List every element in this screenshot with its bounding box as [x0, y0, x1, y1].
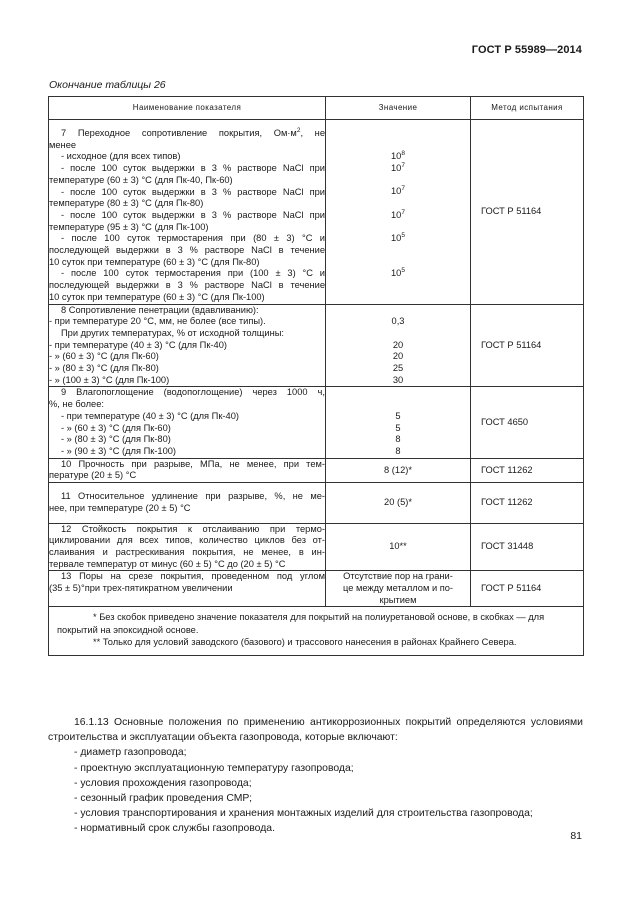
- line: - » (60 ± 3) °С (для Пк-60): [61, 422, 171, 433]
- line: 9 Влагопоглощение (водопоглощение) через 1000 ч,: [61, 387, 325, 398]
- line: (35 ± 5)°при трех-пятикратном увеличении: [49, 583, 233, 594]
- line: - после 100 суток выдержки в 3 % растворе NaCl при: [61, 163, 325, 174]
- table-row: [49, 304, 584, 387]
- line: крытием: [379, 594, 417, 605]
- row-12-value: 10**: [326, 523, 471, 571]
- line: - после 100 суток термостарения при (100 ± 3) °С и: [61, 268, 325, 279]
- column-header-value: Значение: [326, 97, 471, 120]
- line: 10 Прочность при разрыве, МПа, не менее, при тем-: [61, 458, 325, 469]
- line: 13 Поры на срезе покрытия, проведенном под углом: [61, 571, 325, 582]
- row-13-name: [49, 571, 326, 607]
- line: пературе (20 ± 5) °С: [49, 470, 137, 481]
- table-notes-row: [49, 607, 584, 656]
- value: [326, 198, 470, 210]
- row-7-method: ГОСТ Р 51164: [471, 120, 584, 305]
- row-13-value: [326, 571, 471, 607]
- list-item: - нормативный срок службы газопровода.: [74, 823, 275, 835]
- value: [326, 175, 470, 187]
- line: слаивания и растрескивания покрытия, не менее, в ин-: [49, 546, 325, 557]
- table-caption: Окончание таблицы 26: [49, 79, 166, 91]
- value: $10^5$: [391, 267, 405, 279]
- line: 10 суток при температуре (60 ± 3) °С (для Пк-100): [49, 291, 265, 302]
- value: [326, 292, 470, 304]
- value: [326, 387, 470, 399]
- line: %, не более:: [49, 399, 104, 410]
- list-item: - условия прохождения газопровода;: [74, 777, 252, 789]
- line: - при температуре (40 ± 3) °С (для Пк-40): [61, 410, 239, 421]
- line: - » (100 ± 3) °С (для Пк-100): [49, 374, 170, 385]
- row-10-value: 8 (12)*: [326, 458, 471, 482]
- paragraph-line: строительства и эксплуатации объекта газопровода, которые включают:: [48, 732, 398, 744]
- row-12-method: ГОСТ 31448: [471, 523, 584, 571]
- list-item: - сезонный график проведения СМР;: [74, 793, 252, 805]
- table-row: [49, 387, 584, 458]
- line: Отсутствие пор на грани-: [343, 571, 453, 582]
- table-notes: [49, 607, 584, 656]
- note-line: покрытий на эпоксидной основе.: [57, 624, 199, 635]
- value: [326, 280, 470, 292]
- line: - исходное (для всех типов): [61, 151, 181, 162]
- line: - после 100 суток выдержки в 3 % растворе NaCl при: [61, 209, 325, 220]
- value: 8: [395, 434, 401, 445]
- line: 12 Стойкость покрытия к отслаиванию при термо-: [61, 523, 325, 534]
- row-13-method: ГОСТ Р 51164: [471, 571, 584, 607]
- line: - » (80 ± 3) °С (для Пк-80): [61, 434, 171, 445]
- standard-number: ГОСТ Р 55989—2014: [471, 44, 582, 56]
- value: [326, 245, 470, 257]
- row-9-name: [49, 387, 326, 458]
- paragraph-line: 16.1.13 Основные положения по применению антикоррозионных покрытий определяются условиями: [74, 717, 583, 728]
- column-header-method: Метод испытания: [471, 97, 584, 120]
- row-11-value: 20 (5)*: [326, 483, 471, 523]
- row-8-name: [49, 304, 326, 387]
- row-11-name: [49, 483, 326, 523]
- value: 5: [395, 410, 401, 421]
- value: [326, 140, 470, 152]
- line: температуре (80 ± 3) °С (для Пк-80): [49, 198, 204, 209]
- line: При других температурах, % от исходной толщины:: [61, 327, 285, 338]
- note-line: ** Только для условий заводского (базового) и трассового нанесения в районах Крайнего Севера.: [93, 637, 517, 648]
- line: - при температуре 20 °С, мм, не более (все типы).: [49, 316, 266, 327]
- value: $10^5$: [391, 232, 405, 244]
- paragraph: [48, 715, 583, 730]
- value: [326, 222, 470, 234]
- value: 20: [392, 339, 404, 350]
- body-text: [48, 715, 583, 837]
- line: - при температуре (40 ± 3) °С (для Пк-40): [49, 339, 227, 350]
- line: 10 суток при температуре (60 ± 3) °С (для Пк-80): [49, 256, 260, 267]
- line: 11 Относительное удлинение при разрыве, %, не ме-: [61, 491, 325, 502]
- page-number: 81: [570, 830, 582, 842]
- line: циклировании для всех типов, количество циклов без от-: [49, 535, 325, 546]
- table-row: [49, 523, 584, 571]
- row-8-method: ГОСТ Р 51164: [471, 304, 584, 387]
- row-12-name: [49, 523, 326, 571]
- value: [326, 305, 470, 317]
- value: [326, 257, 470, 269]
- line: - после 100 суток термостарения при (80 ± 3) °С и: [61, 233, 325, 244]
- value: $10^8$: [391, 150, 405, 162]
- line: - » (90 ± 3) °С (для Пк-100): [61, 445, 177, 456]
- value: 20: [392, 351, 404, 362]
- row-7-values: [326, 120, 471, 305]
- line: 8 Сопротивление пенетрации (вдавливанию):: [61, 304, 259, 315]
- value: $10^7$: [391, 185, 405, 197]
- row-9-method: ГОСТ 4650: [471, 387, 584, 458]
- line: - » (80 ± 3) °С (для Пк-80): [49, 363, 159, 374]
- table-row: [49, 120, 584, 305]
- table-header-row: [49, 97, 584, 120]
- line: температуре (60 ± 3) °С (для Пк-40, Пк-60): [49, 174, 233, 185]
- value: 8: [395, 445, 401, 456]
- list-item: - проектную эксплуатационную температуру газопровода;: [74, 762, 354, 774]
- value: 25: [392, 362, 404, 373]
- properties-table: [48, 96, 584, 656]
- line: менее: [49, 139, 77, 150]
- line: тервале температур от минус (60 ± 5) °С до (20 ± 5) °С: [49, 558, 286, 569]
- note-line: * Без скобок приведено значение показателя для покрытий на полиуретановой основе, в скобках — для: [93, 612, 545, 623]
- value: $10^7$: [391, 208, 405, 220]
- list-item: - диаметр газопровода;: [74, 747, 187, 759]
- table-row: [49, 458, 584, 482]
- value: [326, 399, 470, 411]
- list-item: - условия транспортирования и хранения монтажных изделий для строительства газопровода;: [74, 808, 533, 820]
- row-9-values: [326, 387, 471, 458]
- value: [326, 128, 470, 140]
- value: 0,3: [391, 316, 405, 327]
- row-10-name: [49, 458, 326, 482]
- table-row: [49, 571, 584, 607]
- row-11-method: ГОСТ 11262: [471, 483, 584, 523]
- value: $10^7$: [391, 162, 405, 174]
- row-8-values: [326, 304, 471, 387]
- value: [326, 328, 470, 340]
- line: 7 Переходное сопротивление покрытия, $Ом\cdot м^2$, не: [61, 127, 325, 138]
- line: нее, при температуре (20 ± 5) °С: [49, 502, 191, 513]
- line: последующей выдержки в 3 % растворе NaCl в течение: [49, 245, 325, 256]
- value: 30: [392, 374, 404, 385]
- line: последующей выдержки в 3 % растворе NaCl в течение: [49, 280, 325, 291]
- column-header-name: Наименование показателя: [49, 97, 326, 120]
- value: 5: [395, 422, 401, 433]
- line: температуре (95 ± 3) °С (для Пк-100): [49, 221, 209, 232]
- line: - » (60 ± 3) °С (для Пк-60): [49, 351, 159, 362]
- row-10-method: ГОСТ 11262: [471, 458, 584, 482]
- table-row: [49, 483, 584, 523]
- row-7-name: [49, 120, 326, 305]
- line: це между металлом и по-: [342, 583, 454, 594]
- line: - после 100 суток выдержки в 3 % растворе NaCl при: [61, 186, 325, 197]
